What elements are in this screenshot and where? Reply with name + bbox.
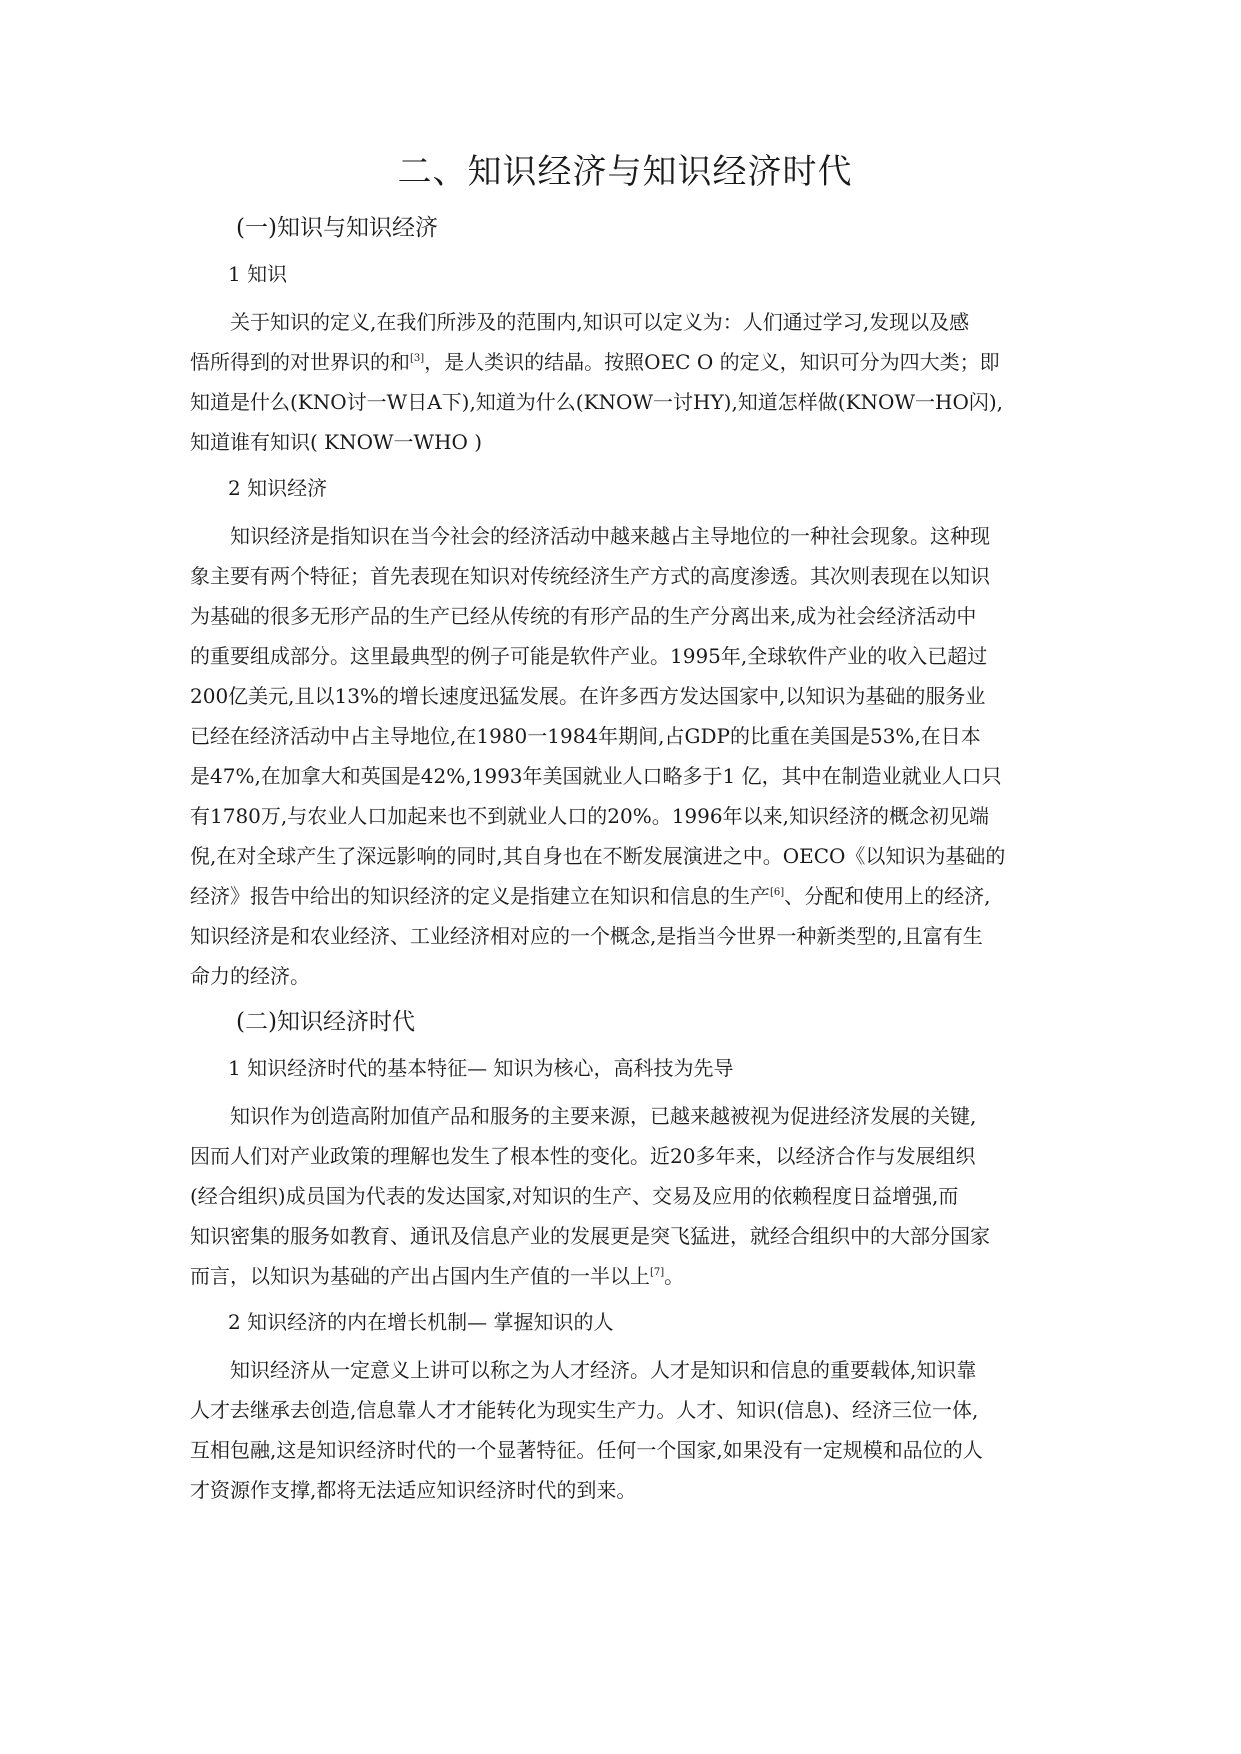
subsection-heading-2-1: 1 知识经济时代的基本特征— 知识为核心，高科技为先导 <box>228 1056 734 1080</box>
text-line: 知道是什么(KNO讨一W日A下),知道为什么(KNOW一讨HY),知道怎样做(KNOW一HO闪), <box>190 390 1003 414</box>
paragraph-growth-mechanism <box>190 1350 1060 1510</box>
text-line <box>190 1256 1060 1296</box>
text-line: 知识经济是和农业经济、工业经济相对应的一个概念,是指当今世界一种新类型的,且富有生 <box>190 924 983 948</box>
subsection-heading-1-1: 1 知识 <box>228 262 288 286</box>
text-line: 有1780万,与农业人口加起来也不到就业人口的20%。1996年以来,知识经济的概念初见端 <box>190 804 989 828</box>
text-line: 知识作为创造高附加值产品和服务的主要来源，已越来越被视为促进经济发展的关键, <box>230 1104 977 1128</box>
subsection-heading-2-2: 2 知识经济的内在增长机制— 掌握知识的人 <box>228 1310 614 1334</box>
subsection-heading-1-2: 2 知识经济 <box>228 476 328 500</box>
text-segment: 。 <box>664 1264 685 1288</box>
paragraph-era-features <box>190 1096 1060 1296</box>
text-segment: 经济》报告中给出的知识经济的定义是指建立在知识和信息的生产 <box>190 884 770 908</box>
text-line: 知识经济是指知识在当今社会的经济活动中越来越占主导地位的一种社会现象。这种现 <box>230 524 990 548</box>
text-line: 象主要有两个特征；首先表现在知识对传统经济生产方式的高度渗透。其次则表现在以知识 <box>190 564 990 588</box>
text-segment: 、分配和使用上的经济, <box>784 884 991 908</box>
text-line: 知识经济从一定意义上讲可以称之为人才经济。人才是知识和信息的重要载体,知识靠 <box>230 1358 977 1382</box>
citation-ref: [6] <box>770 887 785 898</box>
text-line: 已经在经济活动中占主导地位,在1980一1984年期间,占GDP的比重在美国是53%,在日本 <box>190 724 981 748</box>
text-line <box>190 876 1060 916</box>
section-heading-2: (二)知识经济时代 <box>236 1009 415 1035</box>
text-line: 人才去继承去创造,信息靠人才才能转化为现实生产力。人才、知识(信息)、经济三位一体, <box>190 1398 979 1422</box>
text-line <box>190 342 1060 382</box>
text-segment: 而言，以知识为基础的产出占国内生产值的一半以上 <box>190 1264 650 1288</box>
text-line: (经合组织)成员国为代表的发达国家,对知识的生产、交易及应用的依赖程度日益增强,而 <box>190 1184 959 1208</box>
text-line: 是47%,在加拿大和英国是42%,1993年美国就业人口略多于1 亿，其中在制造业就业人口只 <box>190 764 1002 788</box>
text-line: 知道谁有知识( KNOW一WHO ) <box>190 430 483 454</box>
text-line: 的重要组成部分。这里最典型的例子可能是软件产业。1995年,全球软件产业的收入已超过 <box>190 644 988 668</box>
citation-ref: [3] <box>410 353 425 364</box>
paragraph-knowledge-definition <box>190 302 1060 462</box>
text-segment: ，是人类识的结晶。按照OEC O 的定义，知识可分为四大类；即 <box>424 350 1000 374</box>
text-line: 关于知识的定义,在我们所涉及的范围内,知识可以定义为：人们通过学习,发现以及感 <box>230 310 970 334</box>
citation-ref: [7] <box>650 1267 665 1278</box>
text-line: 命力的经济。 <box>190 964 310 988</box>
document-page <box>190 140 1060 1516</box>
text-line: 互相包融,这是知识经济时代的一个显著特征。任何一个国家,如果没有一定规模和品位的人 <box>190 1438 983 1462</box>
section-heading-1: (一)知识与知识经济 <box>236 215 438 241</box>
page-title: 二、知识经济与知识经济时代 <box>397 152 853 192</box>
text-line: 为基础的很多无形产品的生产已经从传统的有形产品的生产分离出来,成为社会经济活动中 <box>190 604 977 628</box>
text-line: 因而人们对产业政策的理解也发生了根本性的变化。近20多年来，以经济合作与发展组织 <box>190 1144 976 1168</box>
paragraph-knowledge-economy <box>190 516 1060 996</box>
text-line: 才资源作支撑,都将无法适应知识经济时代的到来。 <box>190 1478 637 1502</box>
text-segment: 悟所得到的对世界识的和 <box>190 350 410 374</box>
text-line: 200亿美元,且以13%的增长速度迅猛发展。在许多西方发达国家中,以知识为基础的服务业 <box>190 684 986 708</box>
text-line: 倪,在对全球产生了深远影响的同时,其自身也在不断发展演进之中。OECO《以知识为基础的 <box>190 844 1006 868</box>
text-line: 知识密集的服务如教育、通讯及信息产业的发展更是突飞猛进，就经合组织中的大部分国家 <box>190 1224 990 1248</box>
